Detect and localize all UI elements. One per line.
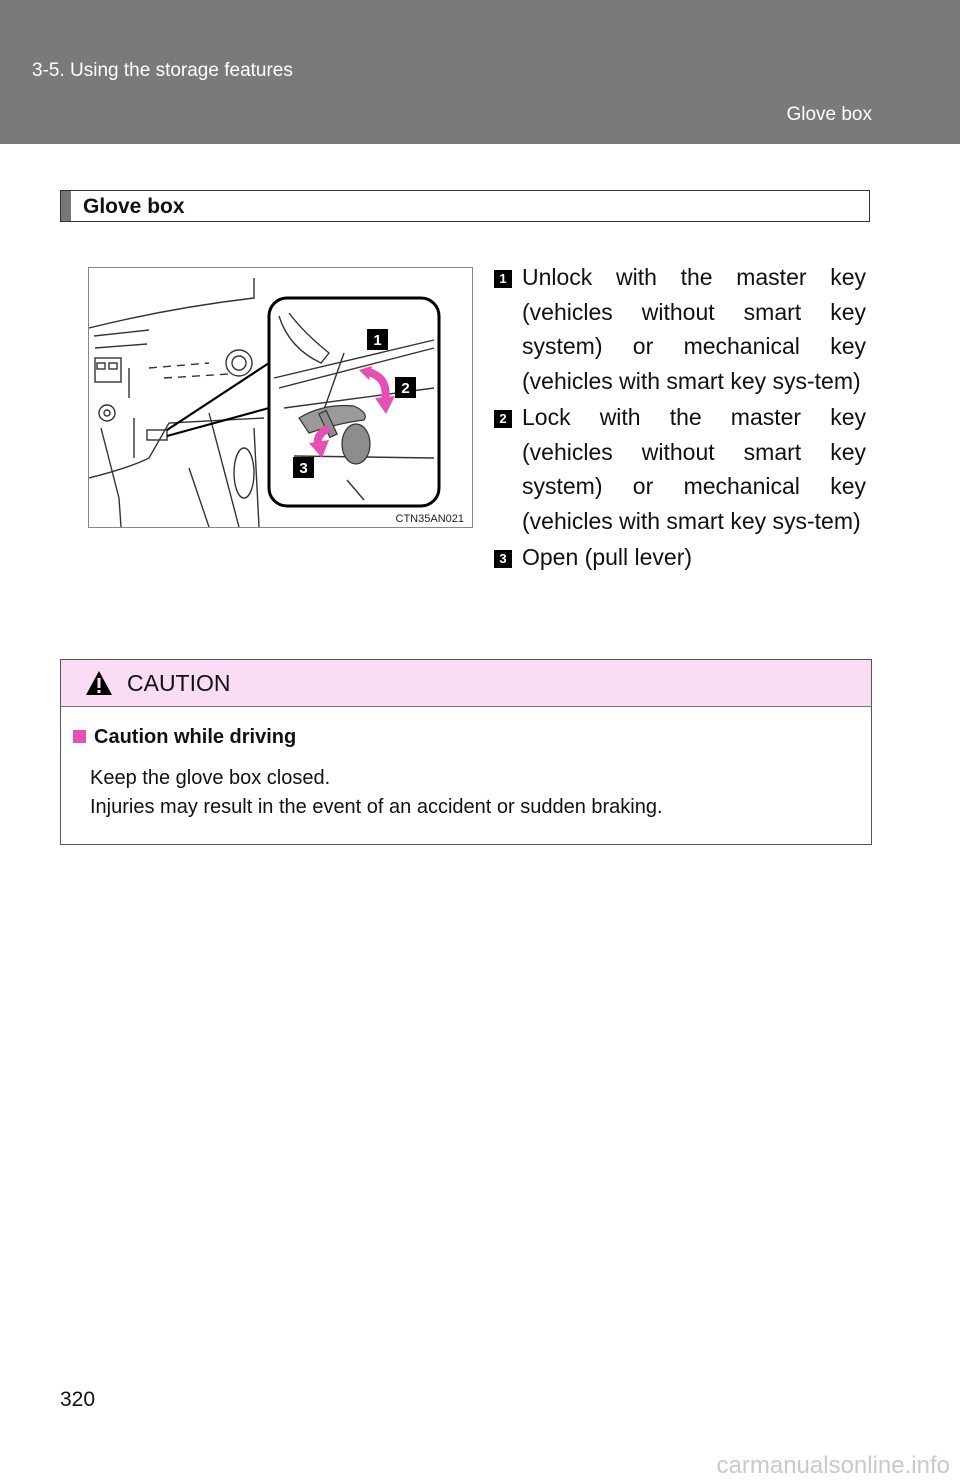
callout-1-label: 1 — [373, 332, 382, 349]
callout-3-label: 3 — [299, 460, 308, 477]
watermark: carmanualsonline.info — [716, 1452, 950, 1479]
caution-subheading-text: Caution while driving — [94, 726, 297, 748]
step-text-1: Unlock with the master key (vehicles without smart key system) or mechanical key (vehicles with smart key sys-tem) — [522, 264, 866, 394]
dashboard-drawing — [89, 268, 472, 527]
step-number-3: 3 — [494, 550, 512, 568]
warning-triangle-icon — [85, 670, 113, 696]
topic-title: Glove box — [786, 104, 872, 125]
section-title: 3-5. Using the storage features — [32, 60, 293, 81]
step-list — [492, 260, 866, 577]
title-bar-marker — [61, 191, 71, 221]
square-bullet-icon — [73, 730, 86, 743]
step-number-1: 1 — [494, 270, 512, 288]
step-2 — [492, 400, 866, 538]
callout-2-label: 2 — [401, 380, 410, 397]
caution-subheading — [73, 726, 296, 749]
topic-title-bar — [60, 190, 870, 222]
caution-body — [90, 764, 663, 822]
page-number: 320 — [60, 1388, 96, 1411]
caution-box — [60, 659, 872, 845]
page-header — [0, 0, 960, 144]
topic-heading: Glove box — [83, 195, 185, 218]
caution-line-1: Keep the glove box closed. — [90, 767, 331, 789]
figure-code: CTN35AN021 — [395, 513, 464, 525]
step-1 — [492, 260, 866, 398]
caution-heading: CAUTION — [127, 670, 231, 696]
step-text-3: Open (pull lever) — [522, 544, 693, 570]
glove-box-illustration — [88, 267, 473, 528]
step-3 — [492, 540, 866, 575]
caution-line-2: Injuries may result in the event of an accident or sudden braking. — [90, 796, 663, 818]
caution-header — [61, 660, 871, 707]
step-text-2: Lock with the master key (vehicles without smart key system) or mechanical key (vehicles with smart key sys-tem) — [522, 404, 866, 534]
step-number-2: 2 — [494, 410, 512, 428]
